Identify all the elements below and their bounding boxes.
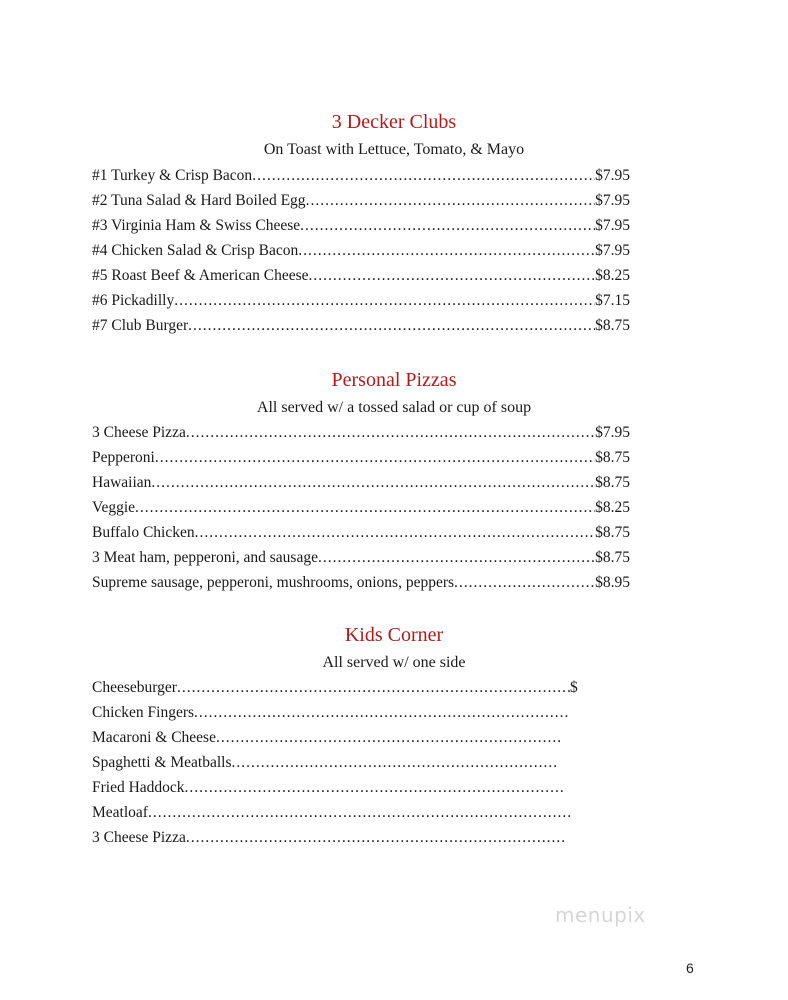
menu-item <box>92 213 630 238</box>
menu-item <box>92 470 630 495</box>
item-name: #4 Chicken Salad & Crisp Bacon <box>92 242 299 259</box>
item-name: Cheeseburger <box>92 679 177 696</box>
menu-list-kids <box>92 675 630 850</box>
item-price: $8.95 <box>595 574 630 591</box>
item-name: #1 Turkey & Crisp Bacon <box>92 167 253 184</box>
dot-leader <box>231 750 556 775</box>
item-name: #7 Club Burger <box>92 317 189 334</box>
dot-leader <box>186 825 566 850</box>
item-name: #5 Roast Beef & American Cheese <box>92 267 309 284</box>
menu-item <box>92 188 630 213</box>
item-name: #3 Virginia Ham & Swiss Cheese <box>92 217 301 234</box>
section-clubs <box>0 110 788 160</box>
dot-leader <box>151 470 595 495</box>
item-price: $7.95 <box>595 424 630 441</box>
dot-leader <box>252 163 595 188</box>
dot-leader <box>177 675 570 700</box>
item-name: 3 Cheese Pizza <box>92 424 186 441</box>
item-name: Veggie <box>92 499 136 516</box>
item-name: #6 Pickadilly <box>92 292 175 309</box>
item-price: $7.95 <box>595 242 630 259</box>
dot-leader <box>186 420 595 445</box>
item-name: 3 Meat ham, pepperoni, and sausage <box>92 549 318 566</box>
section-title: Personal Pizzas <box>331 369 457 391</box>
dot-leader <box>298 238 595 263</box>
menu-list-clubs <box>92 163 630 338</box>
section-title: Kids Corner <box>344 624 444 646</box>
menu-item <box>92 520 630 545</box>
dot-leader <box>135 495 595 520</box>
item-price: $7.95 <box>595 192 630 209</box>
item-name: Buffalo Chicken <box>92 524 195 541</box>
menu-item <box>92 570 630 595</box>
item-price: $8.75 <box>595 524 630 541</box>
item-name: Spaghetti & Meatballs <box>92 754 232 771</box>
dot-leader <box>185 775 565 800</box>
page-number: 6 <box>686 960 694 976</box>
menu-item <box>92 163 630 188</box>
menu-item <box>92 700 630 725</box>
item-name: Meatloaf <box>92 804 148 821</box>
dot-leader <box>194 700 569 725</box>
menu-item <box>92 313 630 338</box>
section-pizzas <box>0 368 788 418</box>
menu-item <box>92 445 630 470</box>
item-price: $8.25 <box>595 499 630 516</box>
item-price: $7.95 <box>595 167 630 184</box>
dot-leader <box>318 545 595 570</box>
section-kids <box>0 623 788 673</box>
item-price: $8.75 <box>595 449 630 466</box>
menu-item <box>92 750 630 775</box>
dot-leader <box>174 288 595 313</box>
item-price: $8.75 <box>595 474 630 491</box>
menu-item <box>92 675 630 700</box>
section-subtitle: All served w/ one side <box>322 654 466 671</box>
item-price: $8.25 <box>595 267 630 284</box>
dot-leader <box>454 570 595 595</box>
menu-item <box>92 800 630 825</box>
section-subtitle: All served w/ a tossed salad or cup of soup <box>256 399 532 416</box>
item-price: $7.95 <box>595 217 630 234</box>
item-name: Macaroni & Cheese <box>92 729 216 746</box>
item-price: $7.15 <box>595 292 630 309</box>
item-name: Hawaiian <box>92 474 152 491</box>
menu-item <box>92 545 630 570</box>
item-name: #2 Tuna Salad & Hard Boiled Egg <box>92 192 306 209</box>
menu-item <box>92 775 630 800</box>
dot-leader <box>148 800 571 825</box>
dot-leader <box>195 520 596 545</box>
dot-leader <box>306 188 596 213</box>
item-name: Pepperoni <box>92 449 155 466</box>
item-price: $8.75 <box>595 317 630 334</box>
dot-leader <box>188 313 595 338</box>
item-name: Fried Haddock <box>92 779 185 796</box>
menu-item <box>92 288 630 313</box>
dot-leader <box>216 725 561 750</box>
menu-item <box>92 238 630 263</box>
menu-item <box>92 263 630 288</box>
dot-leader <box>300 213 595 238</box>
item-name: 3 Cheese Pizza <box>92 829 186 846</box>
menu-item <box>92 495 630 520</box>
menu-item <box>92 825 630 850</box>
item-price: $ <box>569 679 578 696</box>
menu-item <box>92 725 630 750</box>
item-name: Supreme sausage, pepperoni, mushrooms, onions, peppers <box>92 574 455 591</box>
dot-leader <box>309 263 596 288</box>
item-price: $8.75 <box>595 549 630 566</box>
watermark-logo: menupix <box>555 903 646 927</box>
item-name: Chicken Fingers <box>92 704 195 721</box>
menu-list-pizzas <box>92 420 630 595</box>
section-title: 3 Decker Clubs <box>331 111 457 133</box>
dot-leader <box>155 445 595 470</box>
menu-item <box>92 420 630 445</box>
section-subtitle: On Toast with Lettuce, Tomato, & Mayo <box>263 141 525 158</box>
